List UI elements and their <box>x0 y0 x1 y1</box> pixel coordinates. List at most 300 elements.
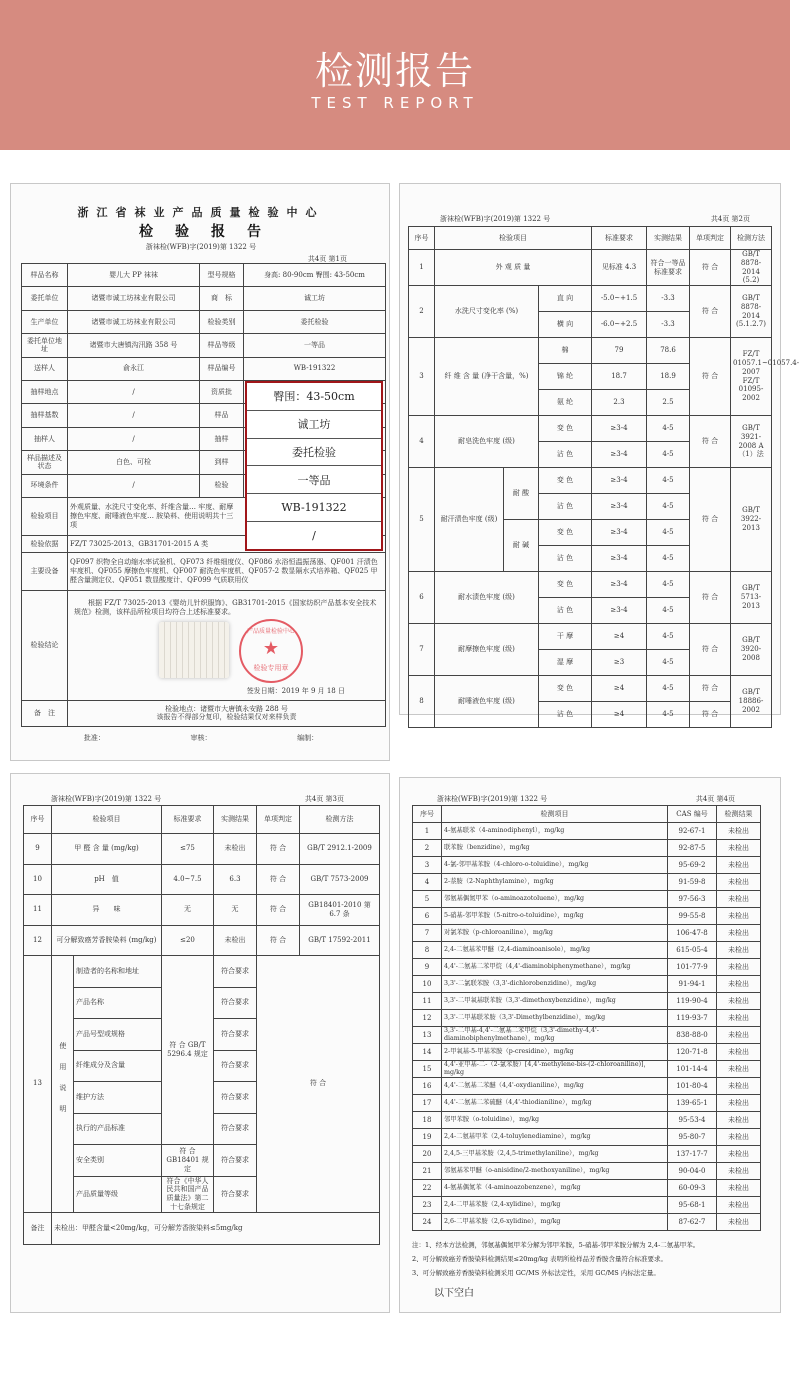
table-row <box>413 1112 761 1129</box>
field-value: 诸暨市大唐镇沟汛路 358 号 <box>68 334 200 357</box>
table-cell: 119-93-7 <box>668 1010 717 1027</box>
table-cell: 未检出 <box>717 1027 761 1044</box>
table-cell: 4-氯-邻甲基苯胺（4-chloro-o-toluidine），mg/kg <box>442 857 668 874</box>
table-cell: 沾 色 <box>539 598 592 624</box>
note-line: 注：1、经本方法检测，邻氨基偶氮甲苯分解为邻甲苯胺，5-硝基-邻甲苯胺分解为 2,4-二氨基甲苯。 <box>412 1241 700 1249</box>
judgement: 符 合 <box>690 702 731 728</box>
table-row <box>413 1163 761 1180</box>
table-cell: 变 色 <box>539 572 592 598</box>
table-cell: 2-甲氧基-5-甲基苯胺（p-cresidine），mg/kg <box>442 1044 668 1061</box>
label-item: 制造者的名称和地址 <box>74 956 162 988</box>
table-cell: 10 <box>24 864 52 895</box>
table-row <box>409 468 772 494</box>
table-cell: 未检出 <box>717 925 761 942</box>
table-cell: 21 <box>413 1163 442 1180</box>
measured-result: 符合要求 <box>214 987 257 1019</box>
field-label: 检验类别 <box>200 310 244 333</box>
table-cell: 未检出 <box>717 993 761 1010</box>
table-cell: 未检出 <box>717 891 761 908</box>
table-cell: 联苯胺（benzidine），mg/kg <box>442 840 668 857</box>
label-item: 产品质量等级 <box>74 1176 162 1212</box>
table-cell: 氨 纶 <box>539 390 592 416</box>
measured-result: -3.3 <box>647 312 690 338</box>
table-cell: 24 <box>413 1214 442 1231</box>
table-cell: 8 <box>409 676 435 728</box>
table-row <box>413 1044 761 1061</box>
table-cell: 2,4-二甲基苯胺（2,4-xylidine），mg/kg <box>442 1197 668 1214</box>
measured-result: 符合要求 <box>214 1113 257 1145</box>
judgement: 符 合 <box>690 624 731 676</box>
table-cell: 4-氨基联苯（4-aminodiphenyl），mg/kg <box>442 823 668 840</box>
measured-result: 符合要求 <box>214 1176 257 1212</box>
field-label: 检验依据 <box>22 535 68 552</box>
field-value: 委托检验 <box>244 310 386 333</box>
field-label: 资质批 <box>200 380 244 403</box>
table-cell: 7 <box>413 925 442 942</box>
table-cell: 变 色 <box>539 520 592 546</box>
standard-requirement: 符 合 GB/T 5296.4 规定 <box>162 956 214 1145</box>
report-page-2 <box>399 183 799 719</box>
column-header: CAS 编号 <box>668 806 717 823</box>
table-cell: 3,3'-二甲氧基联苯胺（3,3'-dimethoxybenzidine），mg/kg <box>442 993 668 1010</box>
table-cell: 未检出 <box>717 1095 761 1112</box>
table-cell: GB/T 7573-2009 <box>300 864 380 895</box>
table-cell: 棉 <box>539 338 592 364</box>
table-cell: 4,4'-二氨基二苯醚（4,4'-oxydianiline），mg/kg <box>442 1078 668 1095</box>
table-row <box>409 572 772 598</box>
table-row <box>24 956 380 988</box>
table-cell: 变 色 <box>539 468 592 494</box>
table-cell: ≤75 <box>162 834 214 865</box>
judgement: 符 合 <box>690 286 731 338</box>
measured-result: 4-5 <box>647 572 690 598</box>
table-header <box>24 806 380 834</box>
table-cell: 未检出 <box>717 1163 761 1180</box>
table-cell: 备注 <box>24 1212 52 1244</box>
table-cell: 6 <box>413 908 442 925</box>
table-cell: 4.0~7.5 <box>162 864 214 895</box>
field-label: 生产单位 <box>22 310 68 333</box>
table-cell: 未检出 <box>717 908 761 925</box>
label-item: 产品号型或规格 <box>74 1019 162 1051</box>
field-label: 样品名称 <box>22 264 68 287</box>
table-row <box>413 1078 761 1095</box>
table-row <box>409 676 772 702</box>
measured-result: 4-5 <box>647 494 690 520</box>
measured-result: 4-5 <box>647 702 690 728</box>
table-cell: 邻甲苯胺（o-toluidine），mg/kg <box>442 1112 668 1129</box>
table-row <box>22 357 386 380</box>
blank-below: 以下空白 <box>434 1288 474 1299</box>
table-cell: 20 <box>413 1146 442 1163</box>
field-label: 主要设备 <box>22 552 68 590</box>
report-number: 浙袜检(WFB)字(2019)第 1322 号 <box>145 243 257 251</box>
table-row <box>24 895 380 926</box>
table-row <box>413 959 761 976</box>
measured-result: 2.5 <box>647 390 690 416</box>
judgement: 符 合 <box>690 676 731 702</box>
table-cell: 变 色 <box>539 676 592 702</box>
official-seal: 产品质量检验中心 ★ 检验专用章 <box>239 619 303 683</box>
star-icon: ★ <box>262 638 280 659</box>
column-header: 检验项目 <box>52 806 162 834</box>
table-row <box>413 891 761 908</box>
test-item: 耐汗渍色牢度 (级) <box>435 468 504 572</box>
measured-result: 符合要求 <box>214 1019 257 1051</box>
field-label: 抽样基数 <box>22 404 68 427</box>
table-cell: 3 <box>409 338 435 416</box>
table-cell: 未检出 <box>717 1044 761 1061</box>
table-cell: 1 <box>409 250 435 286</box>
field-value: 白色、可检 <box>68 451 200 474</box>
measured-result: -3.3 <box>647 286 690 312</box>
table-cell: 符 合 <box>257 864 300 895</box>
table-cell: 未检出 <box>717 857 761 874</box>
field-label: 到样 <box>200 451 244 474</box>
field-label: 型号规格 <box>200 264 244 287</box>
field-value: 婴儿大 PP 袜袜 <box>68 264 200 287</box>
page-header <box>0 0 790 150</box>
field-value: 俞永江 <box>68 357 200 380</box>
table-cell: 120-71-8 <box>668 1044 717 1061</box>
table-row <box>24 1212 380 1244</box>
field-label: 检验 <box>200 474 244 497</box>
field-value: 一等品 <box>244 334 386 357</box>
table-row <box>409 624 772 650</box>
table-cell: 2 <box>413 840 442 857</box>
table-cell: 6 <box>409 572 435 624</box>
table-cell: 变 色 <box>539 416 592 442</box>
table-row <box>413 1214 761 1231</box>
test-item: 水洗尺寸变化率 (%) <box>435 286 539 338</box>
table-cell: 未检出 <box>717 1112 761 1129</box>
table-cell: 9 <box>24 834 52 865</box>
table-row <box>413 908 761 925</box>
issue-date: 签发日期：2019 年 9 月 18 日 <box>246 687 345 696</box>
test-method: GB/T 3920-2008 <box>731 624 772 676</box>
table-cell: 未检出 <box>717 1061 761 1078</box>
label-item: 纤维成分及含量 <box>74 1050 162 1082</box>
table-cell: 使用说明 <box>52 956 74 1213</box>
test-method: GB/T 8878-2014 (5.2) <box>731 250 772 286</box>
table-cell: 邻氨基偶氮甲苯（o-aminoazotoluene），mg/kg <box>442 891 668 908</box>
table-cell: GB/T 17592-2011 <box>300 925 380 956</box>
table-row <box>24 834 380 865</box>
table-cell: 未检出 <box>717 1214 761 1231</box>
measured-result: 符合要求 <box>214 956 257 988</box>
table-cell: 符 合 <box>257 925 300 956</box>
table-cell: 11 <box>24 895 52 926</box>
table-cell: 2,6-二甲基苯胺（2,6-xylidine），mg/kg <box>442 1214 668 1231</box>
notes <box>412 1238 777 1280</box>
table-cell: 4-氨基偶氮苯（4-aminoazobenzene），mg/kg <box>442 1180 668 1197</box>
field-label: 检验项目 <box>22 497 68 535</box>
column-header: 序号 <box>409 227 435 250</box>
standard-requirement: 18.7 <box>592 364 647 390</box>
table-cell: 未检出 <box>717 1146 761 1163</box>
measured-result: 符合要求 <box>214 1145 257 1177</box>
table-cell: 7 <box>409 624 435 676</box>
table-cell: 92-67-1 <box>668 823 717 840</box>
table-cell: 无 <box>214 895 257 926</box>
table-cell: 5 <box>409 468 435 572</box>
table-cell: 13 <box>413 1027 442 1044</box>
field-label: 送样人 <box>22 357 68 380</box>
table-cell: 99-55-8 <box>668 908 717 925</box>
table-row <box>413 1061 761 1078</box>
measured-result: 4-5 <box>647 676 690 702</box>
table-cell: 5 <box>413 891 442 908</box>
table-header <box>409 227 772 250</box>
judgement: 符 合 <box>690 338 731 416</box>
table-cell: 95-68-1 <box>668 1197 717 1214</box>
test-item: 耐水渍色牢度 (级) <box>435 572 539 624</box>
note-line: 3、可分解致癌芳香胺染料检测采用 GC/MS 外标法定性，采用 GC/MS 内标法定量。 <box>412 1269 660 1277</box>
field-label: 样品 <box>200 404 244 427</box>
report-page-1 <box>10 183 390 761</box>
column-header: 检测方法 <box>300 806 380 834</box>
signatures: 批准： 审核： 编制： <box>83 734 319 742</box>
table-cell: 1 <box>413 823 442 840</box>
table-cell: 符合《中华人民共和国产品质量法》第二十七条规定 <box>162 1176 214 1212</box>
column-header: 单项判定 <box>257 806 300 834</box>
standard-requirement: ≥3-4 <box>592 598 647 624</box>
table-cell: 未检出 <box>214 925 257 956</box>
field-value: / <box>68 427 200 450</box>
table-cell: 湿 摩 <box>539 650 592 676</box>
page-indicator: 共4页 第4页 <box>695 795 735 803</box>
org-name: 浙江省袜业产品质量检验中心 <box>77 206 325 219</box>
standard-requirement: ≥4 <box>592 676 647 702</box>
standard-requirement: ≥4 <box>592 702 647 728</box>
table-cell: 符 合 <box>257 895 300 926</box>
table-row <box>413 993 761 1010</box>
column-header: 实测结果 <box>647 227 690 250</box>
table-cell: 2,4-二氨基苯甲醚（2,4-diaminoanisole），mg/kg <box>442 942 668 959</box>
remark: 检验地点：诸暨市大唐镇永安路 288 号 该报告不得部分复印，检验结果仅对来样负责 <box>68 700 386 726</box>
table-cell: 139-65-1 <box>668 1095 717 1112</box>
field-value: QF097 织物全自动缩水率试验机、QF073 纤维细度仪、QF086 水浴恒温振荡器、QF001 汗渍色牢度机、QF055 摩擦色牢度机、QF007 耐洗色牢度机、QF057-2 数显隔水式培养箱、QF025 甲醛含量测定仪、QF051 数显酸度计、QF099 气质联用仪 <box>68 552 386 590</box>
table-cell: 可分解致癌芳香胺染料 (mg/kg) <box>52 925 162 956</box>
table-cell: 95-80-7 <box>668 1129 717 1146</box>
table-cell: 锦 纶 <box>539 364 592 390</box>
table-row <box>413 1197 761 1214</box>
table-cell: 92-87-5 <box>668 840 717 857</box>
table-cell: ≤20 <box>162 925 214 956</box>
standard-requirement: 2.3 <box>592 390 647 416</box>
table-header <box>413 806 761 823</box>
standard-requirement: -6.0~+2.5 <box>592 312 647 338</box>
table-cell: 12 <box>413 1010 442 1027</box>
column-header: 检测方法 <box>731 227 772 250</box>
field-value: 诚工坊 <box>244 287 386 310</box>
table-cell: 未检出 <box>717 840 761 857</box>
table-row <box>413 823 761 840</box>
table-cell: 异 味 <box>52 895 162 926</box>
test-method: GB/T 8878-2014 (5.1.2.7) <box>731 286 772 338</box>
table-row <box>22 552 386 590</box>
table-cell: 耐 酸 <box>504 468 539 520</box>
field-label: 备 注 <box>22 700 68 726</box>
table-cell: 未检出 <box>717 874 761 891</box>
overlay-sample-no: WB-191322 <box>247 494 381 522</box>
table-row <box>22 287 386 310</box>
judgement: 符 合 <box>690 572 731 624</box>
table-cell: 未检出 <box>717 942 761 959</box>
overlay-grade: 一等品 <box>247 466 381 494</box>
table-cell: GB18401-2010 第 6.7 条 <box>300 895 380 926</box>
table-cell: 87-62-7 <box>668 1214 717 1231</box>
label-item: 安全类别 <box>74 1145 162 1177</box>
table-cell: 14 <box>413 1044 442 1061</box>
field-label: 商 标 <box>200 287 244 310</box>
field-label: 委托单位 <box>22 287 68 310</box>
field-value: / <box>68 404 200 427</box>
table-cell: 4 <box>413 874 442 891</box>
measured-result: 4-5 <box>647 520 690 546</box>
table-cell: 4 <box>409 416 435 468</box>
field-value: / <box>68 474 200 497</box>
table-cell: 符 合 GB18401 规定 <box>162 1145 214 1177</box>
standard-requirement: 见标准 4.3 <box>592 250 647 286</box>
judgement: 符 合 <box>257 956 380 1213</box>
table-cell: 10 <box>413 976 442 993</box>
page-indicator: 共4页 第3页 <box>304 795 344 803</box>
table-cell: 13 <box>24 956 52 1213</box>
table-cell: 4,4'-二氨基二苯硫醚（4,4'-thiodianiline），mg/kg <box>442 1095 668 1112</box>
field-value: / <box>68 380 200 403</box>
highlight-overlay <box>245 381 383 551</box>
table-cell: 838-88-0 <box>668 1027 717 1044</box>
measured-result: 4-5 <box>647 442 690 468</box>
page-indicator: 共4页 第1页 <box>307 255 347 263</box>
note-line: 2、可分解致癌芳香胺染料检测结果≤20mg/kg 表明所检样品芳香胺含量符合标准要求。 <box>412 1255 668 1263</box>
test-method: GB/T 3921-2008 A（1）法 <box>731 416 772 468</box>
table-cell: 8 <box>413 942 442 959</box>
table-cell: 无 <box>162 895 214 926</box>
table-cell: 沾 色 <box>539 494 592 520</box>
label-item: 维护方法 <box>74 1082 162 1114</box>
table-cell: pH 值 <box>52 864 162 895</box>
table-row <box>413 840 761 857</box>
measured-result: 符合一等品标准要求 <box>647 250 690 286</box>
field-label: 抽样地点 <box>22 380 68 403</box>
measured-result: 4-5 <box>647 416 690 442</box>
report-page-4 <box>399 777 781 1313</box>
standard-requirement: ≥3-4 <box>592 546 647 572</box>
table-row <box>409 286 772 312</box>
field-label: 样品编号 <box>200 357 244 380</box>
table-row <box>413 1027 761 1044</box>
table-row <box>409 250 772 286</box>
table-cell: 2,4-二氨基甲苯（2,4-toluylenediamine），mg/kg <box>442 1129 668 1146</box>
overlay-brand: 诚工坊 <box>247 411 381 439</box>
table-cell: 未检出 <box>717 1078 761 1095</box>
label-item: 执行的产品标准 <box>74 1113 162 1145</box>
table-cell: 6.3 <box>214 864 257 895</box>
measured-result: 78.6 <box>647 338 690 364</box>
column-header: 序号 <box>413 806 442 823</box>
table-cell: 未检出 <box>717 959 761 976</box>
table-cell: 符 合 <box>257 834 300 865</box>
column-header: 标准要求 <box>592 227 647 250</box>
table-cell: 甲 醛 含 量 (mg/kg) <box>52 834 162 865</box>
table-cell: 耐 碱 <box>504 520 539 572</box>
overlay-size: 臀围：43-50cm <box>247 383 381 411</box>
table-cell: 12 <box>24 925 52 956</box>
table-cell: 95-69-2 <box>668 857 717 874</box>
standard-requirement: ≥3-4 <box>592 416 647 442</box>
field-label: 检验结论 <box>22 590 68 700</box>
overlay-type: 委托检验 <box>247 439 381 467</box>
table-cell: 对氯苯胺（p-chloroaniline），mg/kg <box>442 925 668 942</box>
standard-requirement: ≥4 <box>592 624 647 650</box>
header-title: 检测报告 <box>314 49 475 93</box>
standard-requirement: -5.0~+1.5 <box>592 286 647 312</box>
table-cell: 15 <box>413 1061 442 1078</box>
table-cell: 未检出 <box>717 823 761 840</box>
table-cell: 23 <box>413 1197 442 1214</box>
table-cell: 未检出 <box>214 834 257 865</box>
table-cell: 2 <box>409 286 435 338</box>
table-cell: 2-萘胺（2-Naphthylamine），mg/kg <box>442 874 668 891</box>
judgement: 符 合 <box>690 250 731 286</box>
table-cell: 2,4,5-三甲基苯胺（2,4,5-trimethylaniline），mg/kg <box>442 1146 668 1163</box>
table-cell: 未检出 <box>717 1129 761 1146</box>
table-cell: 91-94-1 <box>668 976 717 993</box>
report-number: 浙袜检(WFB)字(2019)第 1322 号 <box>437 795 548 803</box>
table-row <box>413 942 761 959</box>
table-cell: 邻氨基苯甲醚（o-anisidine/2-methoxyaniline），mg/kg <box>442 1163 668 1180</box>
header-subtitle: TEST REPORT <box>311 94 479 112</box>
table-cell: 95-53-4 <box>668 1112 717 1129</box>
table-cell: 直 向 <box>539 286 592 312</box>
column-header: 序号 <box>24 806 52 834</box>
table-cell: 未检出 <box>717 1180 761 1197</box>
table-cell: 5-硝基-邻甲苯胺（5-nitro-o-toluidine），mg/kg <box>442 908 668 925</box>
column-header: 检验项目 <box>435 227 592 250</box>
table-row <box>22 310 386 333</box>
table-row <box>413 1180 761 1197</box>
column-header: 标准要求 <box>162 806 214 834</box>
table-cell: 18 <box>413 1112 442 1129</box>
table-cell: 137-17-7 <box>668 1146 717 1163</box>
measured-result: 4-5 <box>647 546 690 572</box>
table-row <box>22 334 386 357</box>
table-cell: 4,4'-亚甲基-二-（2-氯苯胺）[4,4'-methylene-bis-(2-chloroaniline)]，mg/kg <box>442 1061 668 1078</box>
table-row <box>413 857 761 874</box>
test-results-table <box>408 226 799 728</box>
table-cell: 横 向 <box>539 312 592 338</box>
table-cell: 16 <box>413 1078 442 1095</box>
table-row <box>24 925 380 956</box>
field-label: 环境条件 <box>22 474 68 497</box>
test-method: GB/T 3922-2013 <box>731 468 772 572</box>
table-cell: 91-59-8 <box>668 874 717 891</box>
label-item: 产品名称 <box>74 987 162 1019</box>
table-cell: 119-90-4 <box>668 993 717 1010</box>
table-cell: 3 <box>413 857 442 874</box>
table-cell: 9 <box>413 959 442 976</box>
measured-result: 符合要求 <box>214 1082 257 1114</box>
standard-requirement: ≥3-4 <box>592 572 647 598</box>
test-method: GB/T 18886-2002 <box>731 676 772 728</box>
fabric-sample-image <box>159 622 229 678</box>
table-row <box>22 700 386 726</box>
table-row <box>413 1010 761 1027</box>
table-cell: 60-09-3 <box>668 1180 717 1197</box>
report-title: 检验报告 <box>139 224 283 240</box>
